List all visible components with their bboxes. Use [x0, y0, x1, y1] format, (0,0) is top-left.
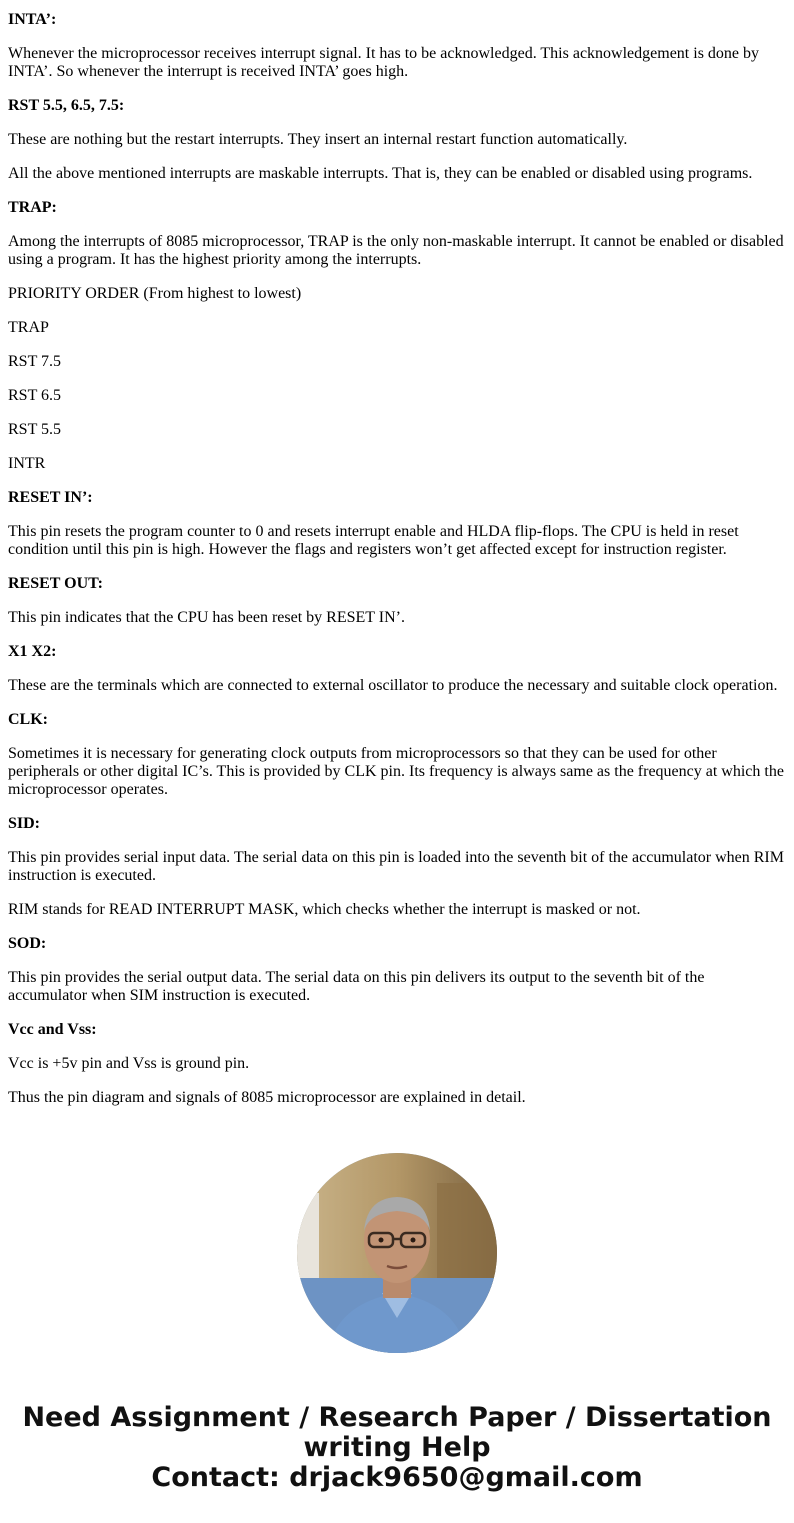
cta-line: Need Assignment / Research Paper / Dissertation — [22, 1402, 772, 1433]
section-heading-sod: SOD: — [8, 935, 47, 952]
priority-item: TRAP — [8, 319, 49, 336]
cta-line: writing Help — [303, 1432, 491, 1463]
section-heading-reset-in: RESET IN’: — [8, 489, 93, 506]
section-heading-vcc-vss: Vcc and Vss: — [8, 1021, 97, 1038]
priority-item: RST 5.5 — [8, 421, 62, 438]
author-avatar — [297, 1153, 497, 1353]
section-heading-clk: CLK: — [8, 711, 48, 728]
paragraph: This pin resets the program counter to 0 and resets interrupt enable and HLDA flip-flops. The CPU is held in reset condition until this pin is high. However the flags and registers won’t get affected except for instruction register. — [8, 523, 739, 558]
section-heading-x1-x2: X1 X2: — [8, 643, 57, 660]
paragraph: Whenever the microprocessor receives interrupt signal. It has to be acknowledged. This acknowledgement is done by INTA’. So whenever the interrupt is received INTA’ goes high. — [8, 45, 760, 80]
paragraph: Vcc is +5v pin and Vss is ground pin. — [8, 1055, 250, 1072]
paragraph: Among the interrupts of 8085 microprocessor, TRAP is the only non-maskable interrupt. It cannot be enabled or disabled using a program. It has the highest priority among the interrupts. — [8, 233, 784, 268]
paragraph: This pin provides the serial output data. The serial data on this pin delivers its output to the seventh bit of the accumulator when SIM instruction is executed. — [8, 969, 705, 1004]
contact-email: Contact: drjack9650@gmail.com — [151, 1462, 643, 1493]
priority-order-title: PRIORITY ORDER (From highest to lowest) — [8, 285, 302, 302]
priority-item: INTR — [8, 455, 46, 472]
paragraph: All the above mentioned interrupts are maskable interrupts. That is, they can be enabled or disabled using programs. — [8, 165, 753, 182]
section-heading-trap: TRAP: — [8, 199, 57, 216]
section-heading-inta: INTA’: — [8, 11, 57, 28]
section-heading-sid: SID: — [8, 815, 41, 832]
paragraph: This pin indicates that the CPU has been reset by RESET IN’. — [8, 609, 405, 626]
section-heading-reset-out: RESET OUT: — [8, 575, 103, 592]
article-body — [8, 0, 786, 1123]
paragraph: These are nothing but the restart interrupts. They insert an internal restart function automatically. — [8, 131, 628, 148]
priority-item: RST 6.5 — [8, 387, 62, 404]
paragraph: Thus the pin diagram and signals of 8085 microprocessor are explained in detail. — [8, 1089, 526, 1106]
author-photo — [297, 1153, 497, 1353]
section-heading-rst: RST 5.5, 6.5, 7.5: — [8, 97, 125, 114]
contact-banner — [0, 1403, 794, 1493]
paragraph: RIM stands for READ INTERRUPT MASK, which checks whether the interrupt is masked or not. — [8, 901, 641, 918]
paragraph: This pin provides serial input data. The serial data on this pin is loaded into the seventh bit of the accumulator when RIM instruction is executed. — [8, 849, 784, 884]
paragraph: These are the terminals which are connected to external oscillator to produce the necessary and suitable clock operation. — [8, 677, 778, 694]
priority-item: RST 7.5 — [8, 353, 62, 370]
paragraph: Sometimes it is necessary for generating clock outputs from microprocessors so that they can be used for other peripherals or other digital IC’s. This is provided by CLK pin. Its frequency is always same as the frequency at which the microprocessor operates. — [8, 745, 784, 798]
